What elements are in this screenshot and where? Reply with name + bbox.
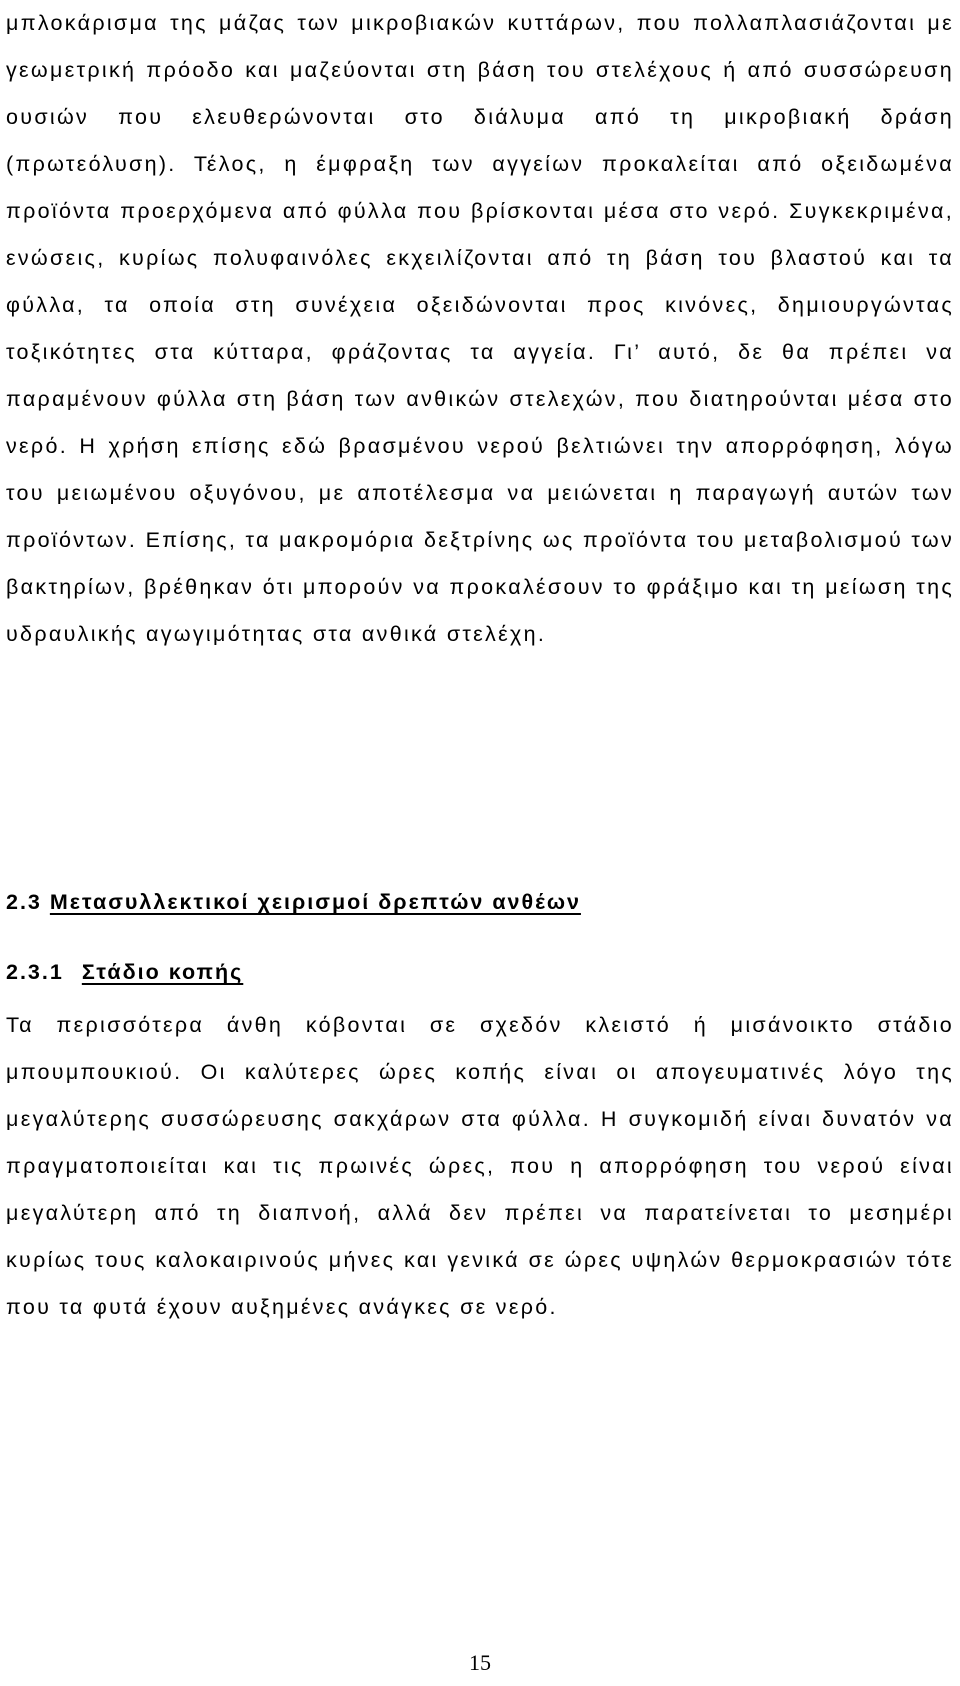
page-number: 15: [469, 1650, 491, 1675]
section-title: Μετασυλλεκτικοί χειρισμοί δρεπτών ανθέων: [49, 890, 581, 914]
section-heading: [6, 882, 581, 922]
subsection-title: Στάδιο κοπής: [81, 960, 244, 984]
subsection-number: 2.3.1: [6, 960, 64, 984]
paragraph-vessel-blockage: μπλοκάρισμα της μάζας των μικροβιακών κυττάρων, που πολλαπλασιάζονται με γεωμετρική πρόοδο και μαζεύονται στη βάση του στελέχους ή από συσσώρευση ουσιών που ελευθερώνονται στο διάλυμα από τη μικροβιακή δράση (πρωτεόλυση). Τέλος, η έμφραξη των αγγείων προκαλείται από οξειδωμένα προϊόντα προερχόμενα από φύλλα που βρίσκονται μέσα στο νερό. Συγκεκριμένα, ενώσεις, κυρίως πολυφαινόλες εκχειλίζονται από τη βάση του βλαστού και τα φύλλα, τα οποία στη συνέχεια οξειδώνονται προς κινόνες, δημιουργώντας τοξικότητες στα κύτταρα, φράζοντας τα αγγεία. Γι’ αυτό, δε θα πρέπει να παραμένουν φύλλα στη βάση των ανθικών στελεχών, που διατηρούνται μέσα στο νερό. Η χρήση επίσης εδώ βρασμένου νερού βελτιώνει την απορρόφηση, λόγω του μειωμένου οξυγόνου, με αποτέλεσμα να μειώνεται η παραγωγή αυτών των προϊόντων. Επίσης, τα μακρομόρια δεξτρίνης ως προϊόντα του μεταβολισμού των βακτηρίων, βρέθηκαν ότι μπορούν να προκαλέσουν το φράξιμο και τη μείωση της υδραυλικής αγωγιμότητας στα ανθικά στελέχη.: [6, 11, 954, 646]
paragraph-cutting-stage: Τα περισσότερα άνθη κόβονται σε σχεδόν κλειστό ή μισάνοικτο στάδιο μπουμπουκιού. Οι καλύτερες ώρες κοπής είναι οι απογευματινές λόγο της μεγαλύτερης συσσώρευσης σακχάρων στα φύλλα. Η συγκομιδή είναι δυνατόν να πραγματοποιείται και τις πρωινές ώρες, που η απορρόφηση του νερού είναι μεγαλύτερη από τη διαπνοή, αλλά δεν πρέπει να παρατείνεται το μεσημέρι κυρίως τους καλοκαιρινούς μήνες και γενικά σε ώρες υψηλών θερμοκρασιών τότε που τα φυτά έχουν αυξημένες ανάγκες σε νερό.: [6, 1013, 954, 1319]
section-number: 2.3: [6, 890, 42, 914]
subsection-heading: [6, 952, 243, 992]
